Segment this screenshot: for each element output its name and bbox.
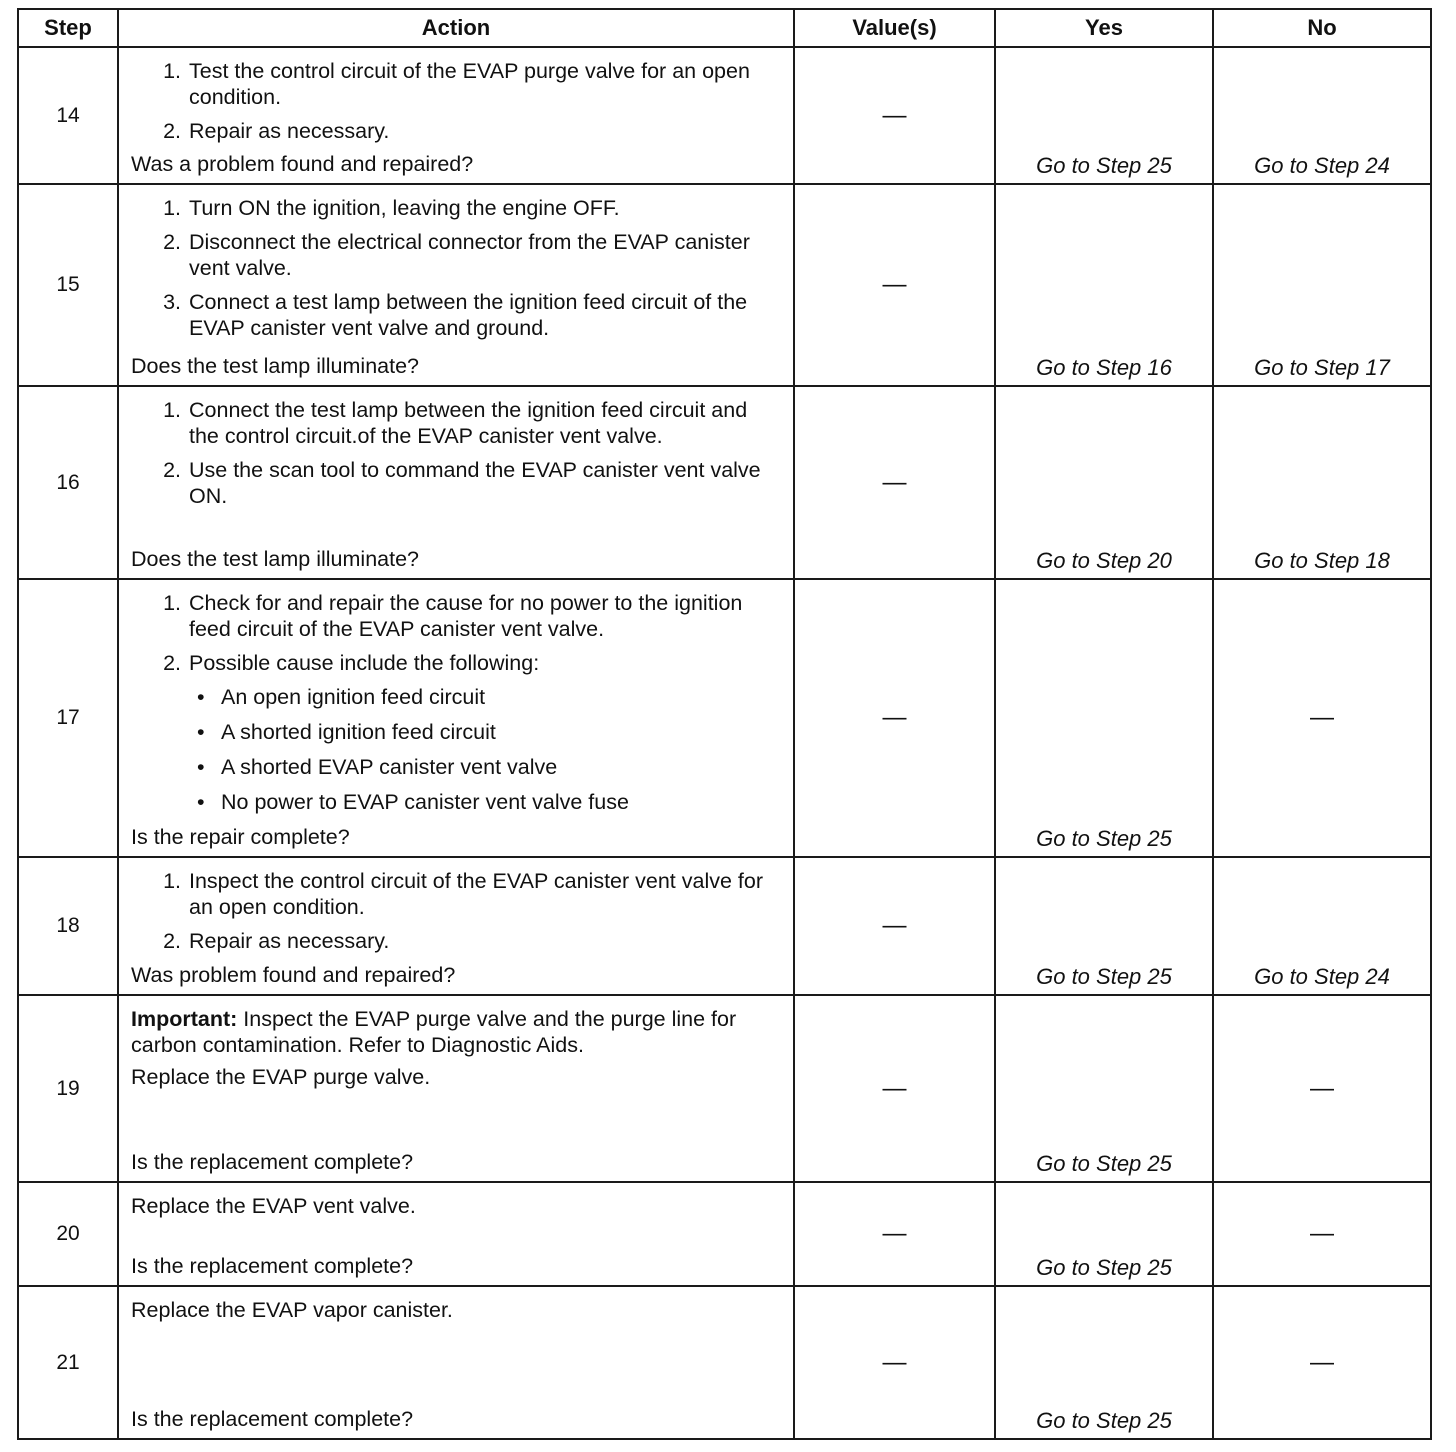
important-text: Inspect the EVAP purge valve and the purge line for carbon contamination. Refer to Diagnostic Aids. bbox=[131, 1007, 737, 1057]
list-item: • No power to EVAP canister vent valve fuse bbox=[219, 789, 779, 815]
action-cell bbox=[118, 1286, 794, 1439]
action-steps bbox=[131, 58, 779, 144]
action-question: Does the test lamp illuminate? bbox=[131, 354, 420, 378]
action-step: 1. Turn ON the ignition, leaving the engine OFF. bbox=[187, 195, 779, 221]
table-row bbox=[18, 1286, 1431, 1439]
cause-list bbox=[189, 684, 779, 815]
yes-goto: Go to Step 25 bbox=[1036, 964, 1172, 989]
action-question: Is the replacement complete? bbox=[131, 1254, 414, 1278]
action-question: Does the test lamp illuminate? bbox=[131, 547, 420, 571]
value-cell: — bbox=[794, 184, 995, 386]
yes-cell bbox=[995, 47, 1213, 184]
value-cell: — bbox=[794, 579, 995, 857]
important-note bbox=[131, 1006, 779, 1058]
action-step: 2. Repair as necessary. bbox=[187, 118, 779, 144]
step-number: 21 bbox=[18, 1286, 118, 1439]
diagnostic-table bbox=[17, 8, 1432, 1440]
action-steps bbox=[131, 590, 779, 815]
no-goto: Go to Step 17 bbox=[1254, 355, 1390, 380]
action-line: Replace the EVAP vent valve. bbox=[131, 1194, 416, 1218]
yes-goto: Go to Step 16 bbox=[1036, 355, 1172, 380]
no-goto: Go to Step 18 bbox=[1254, 548, 1390, 573]
action-question: Was problem found and repaired? bbox=[131, 963, 456, 987]
value-cell: — bbox=[794, 857, 995, 995]
yes-cell bbox=[995, 386, 1213, 579]
header-step: Step bbox=[18, 9, 118, 47]
table-row bbox=[18, 47, 1431, 184]
no-cell: — bbox=[1213, 1182, 1431, 1286]
no-goto: Go to Step 24 bbox=[1254, 153, 1390, 178]
no-cell bbox=[1213, 184, 1431, 386]
step-number: 17 bbox=[18, 579, 118, 857]
action-question: Is the replacement complete? bbox=[131, 1150, 414, 1174]
action-step bbox=[187, 650, 779, 815]
yes-goto: Go to Step 25 bbox=[1036, 1151, 1172, 1176]
table-row bbox=[18, 995, 1431, 1182]
yes-goto: Go to Step 20 bbox=[1036, 548, 1172, 573]
list-item: • An open ignition feed circuit bbox=[219, 684, 779, 710]
no-cell: — bbox=[1213, 1286, 1431, 1439]
important-label: Important: bbox=[131, 1007, 238, 1031]
step-number: 16 bbox=[18, 386, 118, 579]
no-cell bbox=[1213, 47, 1431, 184]
table-row bbox=[18, 184, 1431, 386]
action-cell bbox=[118, 1182, 794, 1286]
list-item: • A shorted EVAP canister vent valve bbox=[219, 754, 779, 780]
action-steps bbox=[131, 195, 779, 341]
action-step: 3. Connect a test lamp between the ignition feed circuit of the EVAP canister vent valve and ground. bbox=[187, 289, 779, 341]
step-number: 14 bbox=[18, 47, 118, 184]
action-step: 1. Inspect the control circuit of the EVAP canister vent valve for an open condition. bbox=[187, 868, 779, 920]
action-line: Replace the EVAP vapor canister. bbox=[131, 1298, 453, 1322]
no-cell: — bbox=[1213, 579, 1431, 857]
action-steps bbox=[131, 868, 779, 954]
action-question: Was a problem found and repaired? bbox=[131, 152, 474, 176]
list-item: • A shorted ignition feed circuit bbox=[219, 719, 779, 745]
yes-cell bbox=[995, 857, 1213, 995]
action-question: Is the repair complete? bbox=[131, 825, 350, 849]
header-yes: Yes bbox=[995, 9, 1213, 47]
no-goto: Go to Step 24 bbox=[1254, 964, 1390, 989]
action-question: Is the replacement complete? bbox=[131, 1407, 414, 1431]
action-cell bbox=[118, 386, 794, 579]
action-cell bbox=[118, 995, 794, 1182]
no-cell bbox=[1213, 386, 1431, 579]
yes-cell bbox=[995, 579, 1213, 857]
yes-cell bbox=[995, 1182, 1213, 1286]
table-row bbox=[18, 1182, 1431, 1286]
action-line: Replace the EVAP purge valve. bbox=[131, 1065, 431, 1089]
value-cell: — bbox=[794, 1286, 995, 1439]
yes-goto: Go to Step 25 bbox=[1036, 153, 1172, 178]
action-step: 1. Check for and repair the cause for no power to the ignition feed circuit of the EVAP canister vent valve. bbox=[187, 590, 779, 642]
step-number: 20 bbox=[18, 1182, 118, 1286]
yes-cell bbox=[995, 995, 1213, 1182]
action-cell bbox=[118, 47, 794, 184]
value-cell: — bbox=[794, 995, 995, 1182]
header-no: No bbox=[1213, 9, 1431, 47]
yes-cell bbox=[995, 1286, 1213, 1439]
action-step: 1. Connect the test lamp between the ignition feed circuit and the control circuit.of the EVAP canister vent valve. bbox=[187, 397, 779, 449]
step-number: 19 bbox=[18, 995, 118, 1182]
header-row bbox=[18, 9, 1431, 47]
action-cell bbox=[118, 184, 794, 386]
yes-goto: Go to Step 25 bbox=[1036, 826, 1172, 851]
action-steps bbox=[131, 397, 779, 509]
step-number: 18 bbox=[18, 857, 118, 995]
yes-goto: Go to Step 25 bbox=[1036, 1408, 1172, 1433]
action-step: 2. Disconnect the electrical connector from the EVAP canister vent valve. bbox=[187, 229, 779, 281]
value-cell: — bbox=[794, 1182, 995, 1286]
no-cell bbox=[1213, 857, 1431, 995]
yes-goto: Go to Step 25 bbox=[1036, 1255, 1172, 1280]
action-step: 2. Use the scan tool to command the EVAP canister vent valve ON. bbox=[187, 457, 779, 509]
table-row bbox=[18, 857, 1431, 995]
header-values: Value(s) bbox=[794, 9, 995, 47]
action-step-text: Possible cause include the following: bbox=[189, 651, 540, 675]
action-cell bbox=[118, 857, 794, 995]
no-cell: — bbox=[1213, 995, 1431, 1182]
yes-cell bbox=[995, 184, 1213, 386]
value-cell: — bbox=[794, 47, 995, 184]
step-number: 15 bbox=[18, 184, 118, 386]
table-row bbox=[18, 386, 1431, 579]
action-step: 2. Repair as necessary. bbox=[187, 928, 779, 954]
value-cell: — bbox=[794, 386, 995, 579]
action-step: 1. Test the control circuit of the EVAP purge valve for an open condition. bbox=[187, 58, 779, 110]
header-action: Action bbox=[118, 9, 794, 47]
action-cell bbox=[118, 579, 794, 857]
table-row bbox=[18, 579, 1431, 857]
